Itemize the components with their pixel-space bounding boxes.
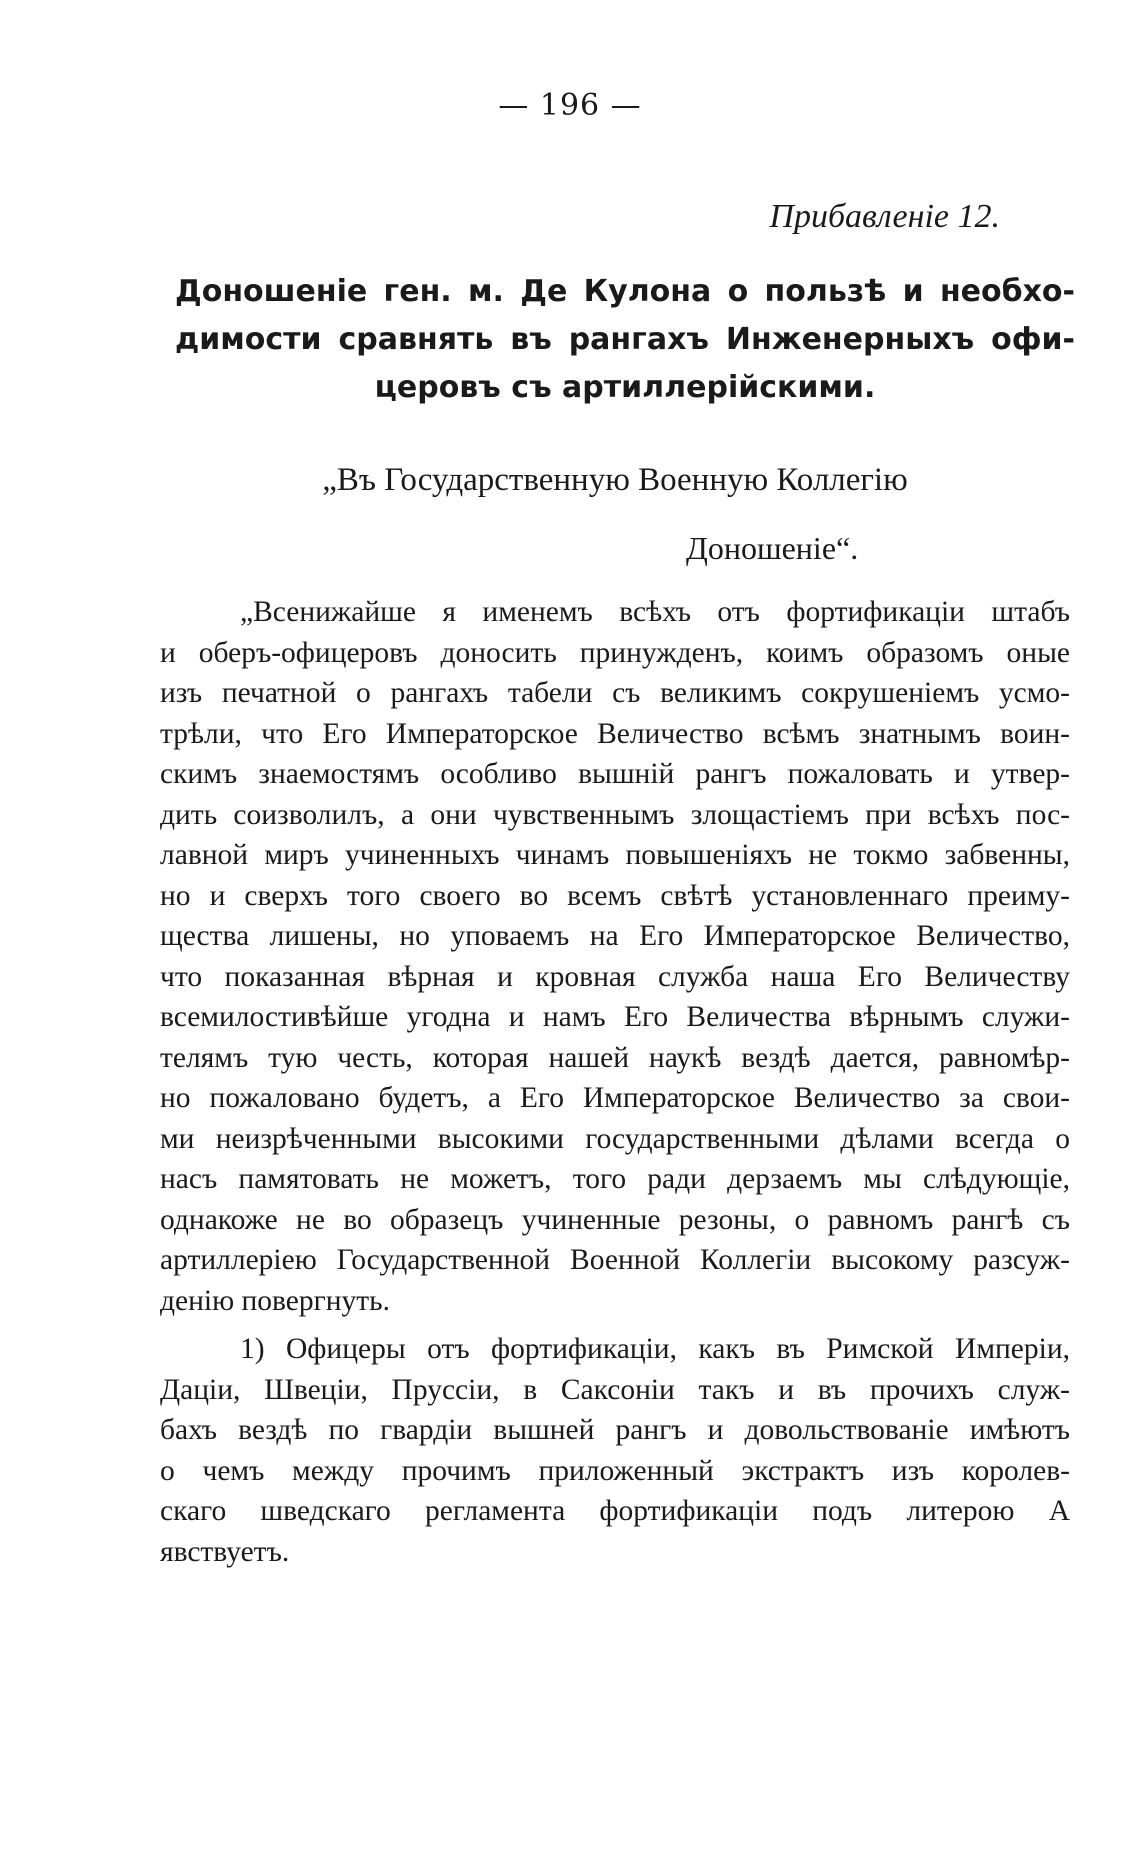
text-line: 1) Офицеры отъ фортификаціи, какъ въ Римской Имперіи, [240,1333,1070,1365]
text-line: но пожаловано будетъ, а Его Императорское Величество за свои- [160,1082,1070,1114]
text-line: что показанная вѣрная и кровная служба наша Его Величеству [160,960,1070,993]
text-line: и оберъ-офицеровъ доносить принужденъ, коимъ образомъ оные [160,636,1070,669]
appendix-label: Прибавленіе 12. [769,198,1000,235]
text-line: щества лишены, но уповаемъ на Его Императорское Величество, [160,920,1070,952]
text-line: ми неизрѣченными высокими государственными дѣлами всегда о [160,1122,1070,1155]
text-line: телямъ тую честь, которая нашей наукѣ вездѣ дается, равномѣр- [160,1041,1070,1074]
text-line: бахъ вездѣ по гвардіи вышней рангъ и довольствованіе имѣютъ [160,1414,1070,1446]
heading-line: церовъ съ артиллерійскими. [374,370,876,405]
text-line: денію повергнуть. [160,1284,390,1317]
body-text [160,592,1070,1572]
text-line: насъ памятовать не можетъ, того ради дерзаемъ мы слѣдующіе, [160,1163,1070,1195]
text-line: Даціи, Швеціи, Пруссіи, в Саксоніи такъ и въ прочихъ служ- [160,1373,1070,1406]
text-line: артиллеріею Государственной Военной Коллегіи высокому разсуж- [160,1244,1070,1276]
text-line: но и сверхъ того своего во всемъ свѣтѣ установленнаго преиму- [160,879,1070,912]
text-line: всемилостивѣйше угодна и намъ Его Величества вѣрнымъ служи- [160,1001,1070,1033]
document-type: Доношеніе“. [686,530,859,566]
address-line: „Въ Государственную Военную Коллегію [322,462,908,498]
text-line: скаго шведскаго регламента фортификаціи подъ литерою А [160,1495,1070,1527]
text-line: дить соизволилъ, а они чувственнымъ злощастіемъ при всѣхъ пос- [160,798,1070,831]
document-heading [175,268,1075,412]
page-number: — 196 — [498,88,642,123]
text-line: лавной миръ учиненныхъ чинамъ повышеніяхъ не токмо забвенны, [160,839,1070,871]
text-line: о чемъ между прочимъ приложенный экстрактъ изъ королев- [160,1454,1070,1487]
text-line: трѣли, что Его Императорское Величество всѣмъ знатнымъ воин- [160,717,1070,750]
text-line: явствуетъ. [160,1535,290,1568]
heading-line: Доношеніе ген. м. Де Кулона о пользѣ и необхо- [175,274,1075,309]
text-line: изъ печатной о рангахъ табели съ великимъ сокрушеніемъ усмо- [160,677,1070,709]
text-line: скимъ знаемостямъ особливо вышній рангъ пожаловать и утвер- [160,758,1070,790]
text-line: однакоже не во образецъ учиненные резоны, о равномъ рангѣ съ [160,1203,1070,1236]
heading-line: димости сравнять въ рангахъ Инженерныхъ офи- [175,322,1075,357]
text-line: „Всенижайше я именемъ всѣхъ отъ фортификаціи штабъ [240,596,1070,628]
paragraph-2 [160,1329,1070,1572]
paragraph-1 [160,592,1070,1321]
